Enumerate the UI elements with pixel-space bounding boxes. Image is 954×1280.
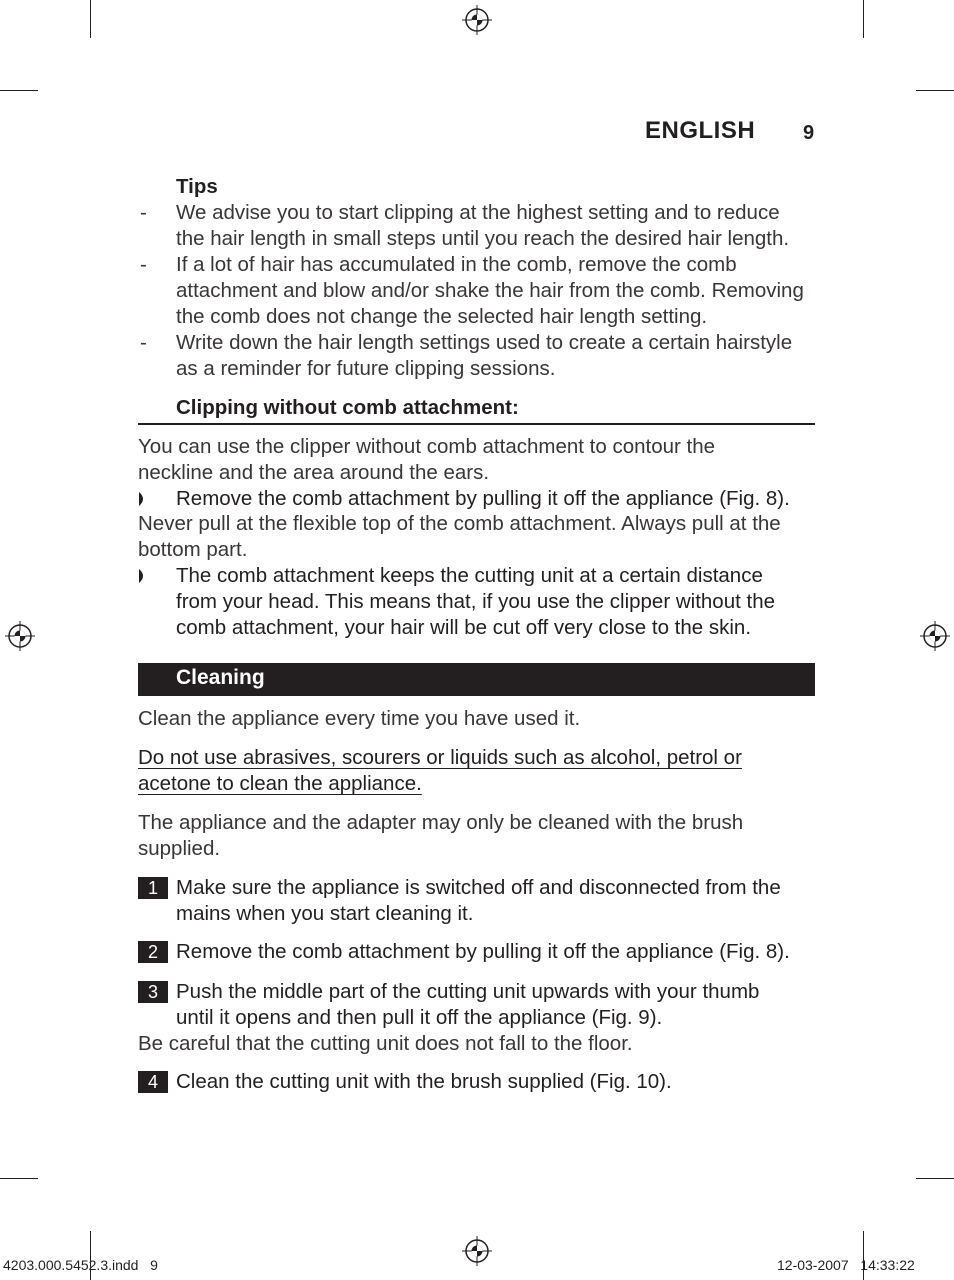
section-divider [138, 423, 815, 425]
clipping-step-2-line-2: from your head. This means that, if you use the clipper without the [176, 590, 775, 613]
cleaning-step-3-line-2: until it opens and then pull it off the appliance (Fig. 9). [176, 1006, 663, 1029]
step-number: 1 [138, 877, 168, 899]
crop-mark [0, 1178, 38, 1179]
tip-1-line-2: the hair length in small steps until you reach the desired hair length. [176, 227, 790, 250]
footer-timestamp: 12-03-2007 14:33:22 [777, 1257, 915, 1273]
tip-3-line-1: Write down the hair length settings used to create a certain hairstyle [176, 331, 793, 354]
cleaning-step-1-line-2: mains when you start cleaning it. [176, 902, 474, 925]
cleaning-step-1-line-1: Make sure the appliance is switched off and disconnected from the [176, 876, 781, 899]
cleaning-intro: Clean the appliance every time you have used it. [138, 707, 581, 730]
section-bar-cleaning [138, 663, 815, 696]
crop-mark [916, 90, 954, 91]
crop-mark [916, 1178, 954, 1179]
clipping-step-2-line-1: The comb attachment keeps the cutting unit at a certain distance [176, 564, 763, 587]
cleaning-step-4-line-1: Clean the cutting unit with the brush supplied (Fig. 10). [176, 1070, 672, 1093]
crop-mark [90, 0, 91, 38]
section-language: ENGLISH [645, 117, 756, 144]
tip-2-line-2: attachment and blow and/or shake the hair from the comb. Removing [176, 279, 804, 302]
step-number: 3 [138, 981, 168, 1003]
tips-heading: Tips [176, 175, 218, 198]
dash-bullet: - [140, 201, 147, 224]
clipping-note-line-1: Never pull at the flexible top of the comb attachment. Always pull at the [138, 512, 781, 535]
cleaning-heading: Cleaning [176, 666, 265, 689]
registration-mark-icon [5, 621, 35, 651]
cleaning-adapter-line-2: supplied. [138, 837, 221, 860]
tip-3-line-2: as a reminder for future clipping sessions. [176, 357, 556, 380]
tip-1-line-1: We advise you to start clipping at the highest setting and to reduce [176, 201, 780, 224]
dash-bullet: - [140, 253, 147, 276]
tip-2-line-1: If a lot of hair has accumulated in the comb, remove the comb [176, 253, 737, 276]
cleaning-step-2-line-1: Remove the comb attachment by pulling it off the appliance (Fig. 8). [176, 940, 790, 963]
dash-bullet: - [140, 331, 147, 354]
cleaning-warning-line-1: Do not use abrasives, scourers or liquids such as alcohol, petrol or [138, 746, 742, 769]
cleaning-step-3-line-1: Push the middle part of the cutting unit upwards with your thumb [176, 980, 760, 1003]
footer-file-slug: 4203.000.5452.3.indd 9 [3, 1257, 158, 1273]
clipping-note-line-2: bottom part. [138, 538, 248, 561]
crop-mark [0, 90, 38, 91]
bullet-arrow-icon [138, 568, 148, 584]
step-number: 2 [138, 941, 168, 963]
clipping-intro-line-1: You can use the clipper without comb attachment to contour the [138, 435, 716, 458]
clipping-heading: Clipping without comb attachment: [176, 396, 519, 419]
registration-mark-icon [920, 621, 950, 651]
cleaning-step-3-note: Be careful that the cutting unit does not fall to the floor. [138, 1032, 633, 1055]
registration-mark-icon [462, 5, 492, 35]
tip-2-line-3: the comb does not change the selected hair length setting. [176, 305, 708, 328]
clipping-step-1: Remove the comb attachment by pulling it off the appliance (Fig. 8). [176, 487, 790, 510]
cleaning-adapter-line-1: The appliance and the adapter may only be cleaned with the brush [138, 811, 744, 834]
bullet-arrow-icon [138, 491, 148, 507]
step-number: 4 [138, 1071, 168, 1093]
crop-mark [863, 0, 864, 38]
cleaning-warning-line-2: acetone to clean the appliance. [138, 772, 422, 795]
clipping-intro-line-2: neckline and the area around the ears. [138, 461, 490, 484]
clipping-step-2-line-3: comb attachment, your hair will be cut off very close to the skin. [176, 616, 752, 639]
registration-mark-icon [462, 1236, 492, 1266]
page-number: 9 [803, 122, 815, 144]
